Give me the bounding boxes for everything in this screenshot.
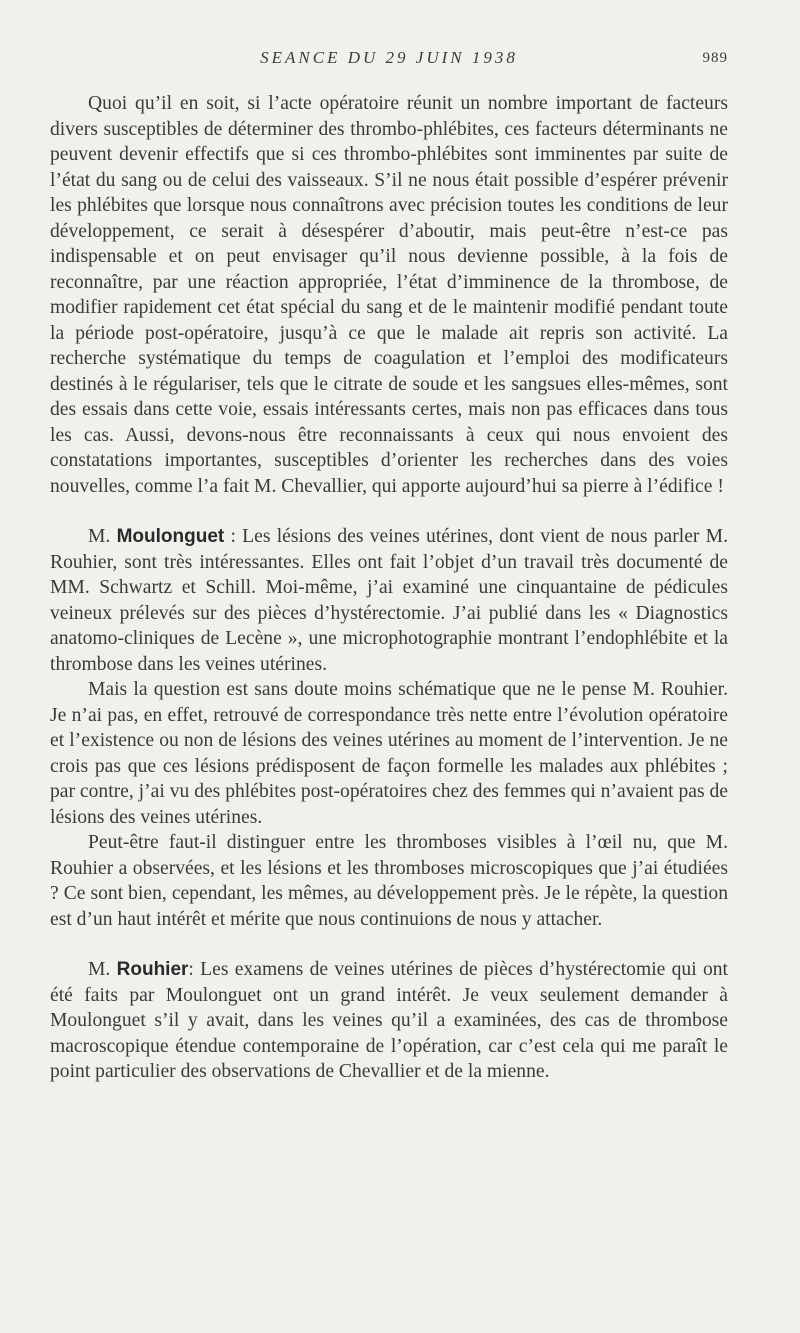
paragraph-moulonguet (50, 524, 728, 677)
page-header (50, 44, 728, 74)
running-title: SEANCE DU 29 JUIN 1938 (260, 48, 518, 67)
paragraph-3: Mais la question est sans doute moins schématique que ne le pense M. Rouhier. Je n’ai pas, en effet, retrouvé de correspondance très nette entre l’évolution opératoire et l’existence ou non de lésions des veines utérines au moment de l’intervention. Je ne crois pas que ces lésions prédisposent de façon formelle les malades aux phlébites ; par contre, j’ai vu des phlébites post-opératoires chez des femmes qui n’avaient pas de lésions des veines utérines. (50, 679, 728, 828)
paragraph-text: : Les lésions des veines utérines, dont vient de nous parler M. Rouhier, sont très intéressantes. Elles ont fait l’objet d’un travail très documenté de MM. Schwartz et Schill. Moi-même, j’ai examiné une cinquantaine de pédicules veineux prélevés sur des pièces d’hystérectomie. J’ai publié dans les « Diagnostics anatomo-cliniques de Lecène », une microphotographie montrant l’endophlébite et la thrombose dans les veines utérines. (50, 526, 728, 675)
speaker-name: Moulonguet (116, 526, 225, 547)
page-number: 989 (702, 50, 728, 66)
paragraph-rouhier (50, 957, 728, 1085)
paragraph-text: : Les examens de veines utérines de pièces d’hystérectomie qui ont été faits par Moulonguet ont un grand intérêt. Je veux seulement demander à Moulonguet s’il y avait, dans les veines qu’il a examinées, des cas de thrombose macroscopique étendue contemporaine de l’opération, car c’est cela qui me paraît le point particulier des observations de Chevallier et de la mienne. (50, 959, 729, 1082)
speaker-prefix: M. (88, 959, 111, 980)
speaker-name: Rouhier (116, 959, 189, 980)
paragraph-4: Peut-être faut-il distinguer entre les thromboses visibles à l’œil nu, que M. Rouhier a observées, et les lésions et les thromboses microscopiques que j’ai étudiées ? Ce sont bien, cependant, les mêmes, au développement près. Je le répète, la question est d’un haut intérêt et mérite que nous continuions de nous y attacher. (50, 832, 728, 930)
body-text (50, 91, 728, 1085)
speaker-prefix: M. (88, 526, 111, 547)
paragraph-1: Quoi qu’il en soit, si l’acte opératoire réunit un nombre important de facteurs divers susceptibles de déterminer des thrombo-phlébites, ces facteurs déterminants ne peuvent devenir effectifs que si ces thrombo-phlébites sont imminentes par suite de l’état du sang ou de celui des vaisseaux. S’il ne nous était possible d’espérer prévenir les phlébites que lorsque nous connaîtrons avec précision toutes les conditions de leur développement, ce serait à désespérer d’aboutir, mais peut-être n’est-ce pas indispensable et on peut envisager qu’il nous devienne possible, à la fois de reconnaître, par une réaction appropriée, l’état d’imminence de la thrombose, de modifier rapidement cet état spécial du sang et de le maintenir modifié pendant toute la période post-opératoire, jusqu’à ce que le malade ait repris son activité. La recherche systématique du temps de coagulation et l’emploi des modificateurs destinés à le régulariser, tels que le citrate de soude et les sangsues elles-mêmes, sont des essais dans cette voie, essais intéressants certes, mais non pas efficaces dans tous les cas. Aussi, devons-nous être reconnaissants à ceux qui nous envoient des constatations importantes, susceptibles d’orienter les recherches dans des voies nouvelles, comme l’a fait M. Chevallier, qui apporte aujourd’hui sa pierre à l’édifice ! (50, 93, 728, 497)
